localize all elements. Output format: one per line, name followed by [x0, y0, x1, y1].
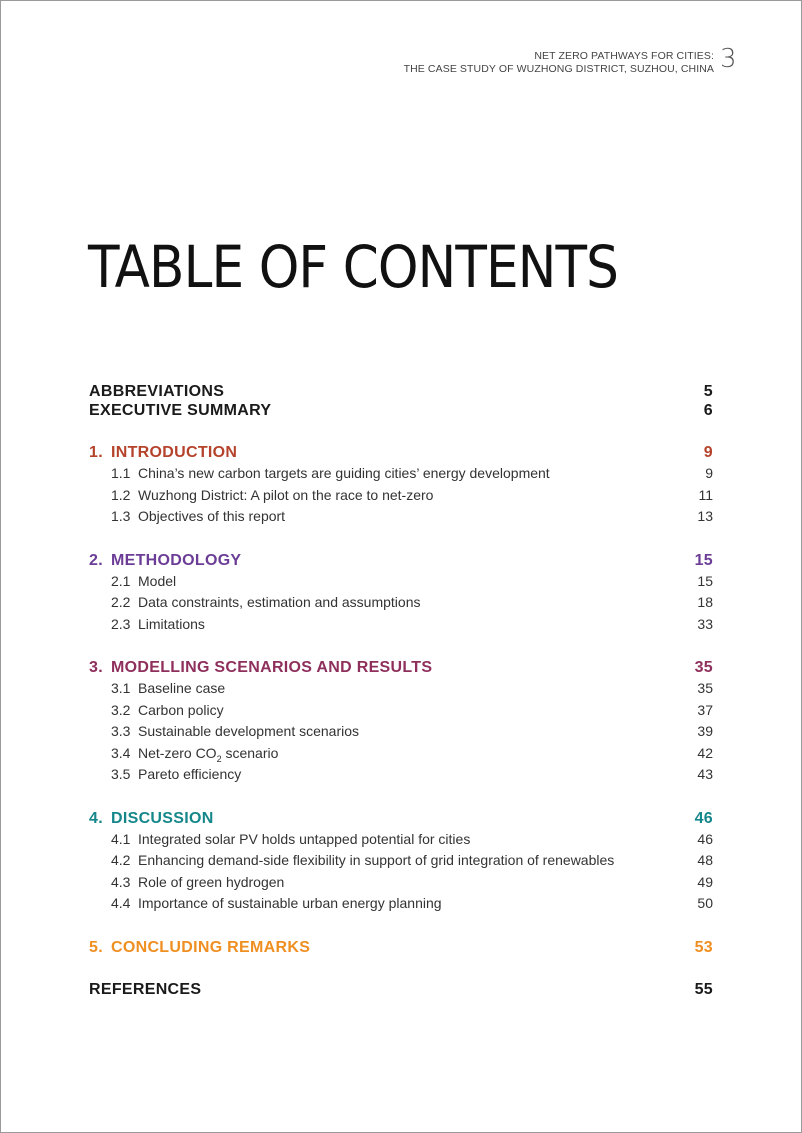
subentry-page: 39 — [697, 723, 713, 739]
subentry-label: Carbon policy — [138, 701, 224, 718]
toc-subentry[interactable] — [89, 485, 713, 507]
subentry-page: 35 — [697, 680, 713, 696]
chapter-title — [89, 443, 237, 463]
chapter-title — [89, 551, 241, 571]
subentry-label: Sustainable development scenarios — [138, 723, 360, 739]
subentry-title — [111, 850, 614, 872]
subentry-page: 9 — [705, 465, 713, 481]
chapter-heading[interactable] — [89, 938, 713, 958]
chapter-methodology — [89, 551, 713, 636]
subentry-label: Role of green hydrogen — [138, 873, 285, 890]
subentry-page: 11 — [698, 486, 713, 503]
subentry-number: 3.4 — [111, 744, 131, 761]
toc-subentry[interactable] — [89, 743, 713, 765]
toc-subentry[interactable] — [89, 893, 713, 915]
subentry-number: 4.2 — [111, 852, 131, 868]
subentry-number: 4.4 — [111, 895, 131, 911]
subentry-title — [111, 506, 285, 528]
toc-entry-abbreviations[interactable] — [89, 382, 713, 401]
chapter-label: MODELLING SCENARIOS AND RESULTS — [111, 659, 433, 676]
subentry-label: Importance of sustainable urban energy planning — [138, 895, 442, 911]
toc-entry-references[interactable] — [89, 980, 713, 999]
subentry-number: 3.3 — [111, 723, 131, 739]
toc-entry-page: 5 — [703, 383, 713, 400]
subentry-number: 3.2 — [111, 701, 131, 718]
chapter-heading[interactable] — [89, 809, 713, 829]
running-header — [404, 50, 714, 75]
subentry-label: Model — [138, 572, 177, 589]
chapter-discussion — [89, 809, 713, 915]
subentry-label: Baseline case — [138, 680, 226, 696]
chapter-heading[interactable] — [89, 551, 713, 571]
subentry-page: 48 — [697, 852, 713, 868]
subentry-number: 3.5 — [111, 766, 131, 782]
subentry-number: 2.3 — [111, 615, 131, 632]
chapter-number: 4. — [89, 809, 103, 827]
toc-subentry[interactable] — [89, 592, 713, 614]
chapter-number: 3. — [89, 659, 103, 676]
chapter-number: 2. — [89, 551, 103, 569]
toc-entry-page: 6 — [703, 402, 713, 419]
subentry-page: 42 — [697, 744, 713, 761]
subentry-label-post: scenario — [221, 744, 279, 761]
chapter-title — [89, 938, 310, 958]
subentry-title — [111, 893, 442, 915]
toc-subentry[interactable] — [89, 463, 713, 485]
subentry-label-pre: Net-zero CO — [138, 744, 217, 761]
subentry-number: 4.1 — [111, 830, 131, 847]
chapter-page: 9 — [703, 444, 713, 461]
subentry-number: 2.1 — [111, 572, 131, 589]
toc-subentry[interactable] — [89, 829, 713, 851]
chapter-heading[interactable] — [89, 443, 713, 463]
toc-subentry[interactable] — [89, 700, 713, 722]
toc-entry-label: REFERENCES — [89, 980, 202, 998]
subentry-label: Enhancing demand-side flexibility in support of grid integration of renewables — [138, 852, 615, 868]
page-title: TABLE OF CONTENTS — [88, 233, 618, 301]
chapter-label: CONCLUDING REMARKS — [111, 938, 311, 956]
chapter-modelling-scenarios — [89, 658, 713, 786]
subentry-label: Data constraints, estimation and assumptions — [138, 594, 421, 610]
subentry-page: 15 — [697, 572, 713, 589]
chapter-concluding-remarks — [89, 938, 713, 958]
subentry-label: China’s new carbon targets are guiding cities’ energy development — [138, 465, 550, 481]
toc-entry-executive-summary[interactable] — [89, 401, 713, 420]
toc-subentry[interactable] — [89, 678, 713, 700]
subentry-number: 1.3 — [111, 508, 131, 524]
chapter-page: 53 — [694, 938, 713, 956]
subentry-page: 43 — [697, 766, 713, 782]
subentry-number: 1.2 — [111, 486, 131, 503]
subscript-2: 2 — [216, 753, 222, 764]
subentry-number: 1.1 — [111, 465, 131, 481]
toc-entry-page: 55 — [694, 980, 713, 998]
subentry-title — [111, 463, 550, 485]
page-number: 3 — [720, 44, 737, 74]
subentry-label: Pareto efficiency — [138, 766, 242, 782]
toc-subentry[interactable] — [89, 721, 713, 743]
header-line-2: THE CASE STUDY OF WUZHONG DISTRICT, SUZHOU, CHINA — [403, 62, 714, 75]
subentry-title — [111, 678, 225, 700]
subentry-title — [111, 485, 433, 507]
chapter-label: METHODOLOGY — [111, 551, 242, 569]
toc-subentry[interactable] — [89, 614, 713, 636]
subentry-title — [111, 872, 284, 894]
subentry-label: Objectives of this report — [138, 508, 286, 524]
toc-subentry[interactable] — [89, 872, 713, 894]
toc-entry-label: EXECUTIVE SUMMARY — [89, 402, 272, 419]
toc-entry-label: ABBREVIATIONS — [89, 383, 225, 400]
subentry-page: 37 — [697, 701, 713, 718]
chapter-label: DISCUSSION — [111, 809, 214, 827]
chapter-page: 46 — [694, 809, 713, 827]
table-of-contents — [89, 382, 713, 999]
chapter-title — [89, 658, 432, 678]
header-line-1: NET ZERO PATHWAYS FOR CITIES: — [534, 50, 714, 62]
chapter-label: INTRODUCTION — [111, 444, 238, 461]
subentry-page: 13 — [697, 508, 713, 524]
subentry-title — [111, 700, 224, 722]
subentry-title — [111, 743, 278, 765]
subentry-title — [111, 721, 359, 743]
subentry-page: 49 — [697, 873, 713, 890]
chapter-page: 35 — [694, 659, 713, 676]
subentry-page: 33 — [697, 615, 713, 632]
chapter-number: 1. — [89, 444, 103, 461]
chapter-number: 5. — [89, 938, 103, 956]
subentry-number: 2.2 — [111, 594, 131, 610]
subentry-title — [111, 764, 241, 786]
subentry-label: Integrated solar PV holds untapped potential for cities — [138, 830, 471, 847]
toc-subentry[interactable] — [89, 506, 713, 528]
toc-subentry[interactable] — [89, 850, 713, 872]
subentry-title — [111, 571, 176, 593]
subentry-page: 46 — [697, 830, 713, 847]
subentry-title — [111, 614, 205, 636]
chapter-page: 15 — [694, 551, 713, 569]
subentry-label: Wuzhong District: A pilot on the race to net-zero — [138, 486, 434, 503]
subentry-page: 18 — [697, 594, 713, 610]
subentry-label: Limitations — [138, 615, 205, 632]
subentry-title — [111, 592, 420, 614]
chapter-title — [89, 809, 214, 829]
chapter-heading[interactable] — [89, 658, 713, 678]
toc-subentry[interactable] — [89, 764, 713, 786]
chapter-introduction — [89, 443, 713, 528]
subentry-page: 50 — [697, 895, 713, 911]
subentry-title — [111, 829, 470, 851]
subentry-number: 3.1 — [111, 680, 131, 696]
subentry-number: 4.3 — [111, 873, 131, 890]
toc-subentry[interactable] — [89, 571, 713, 593]
